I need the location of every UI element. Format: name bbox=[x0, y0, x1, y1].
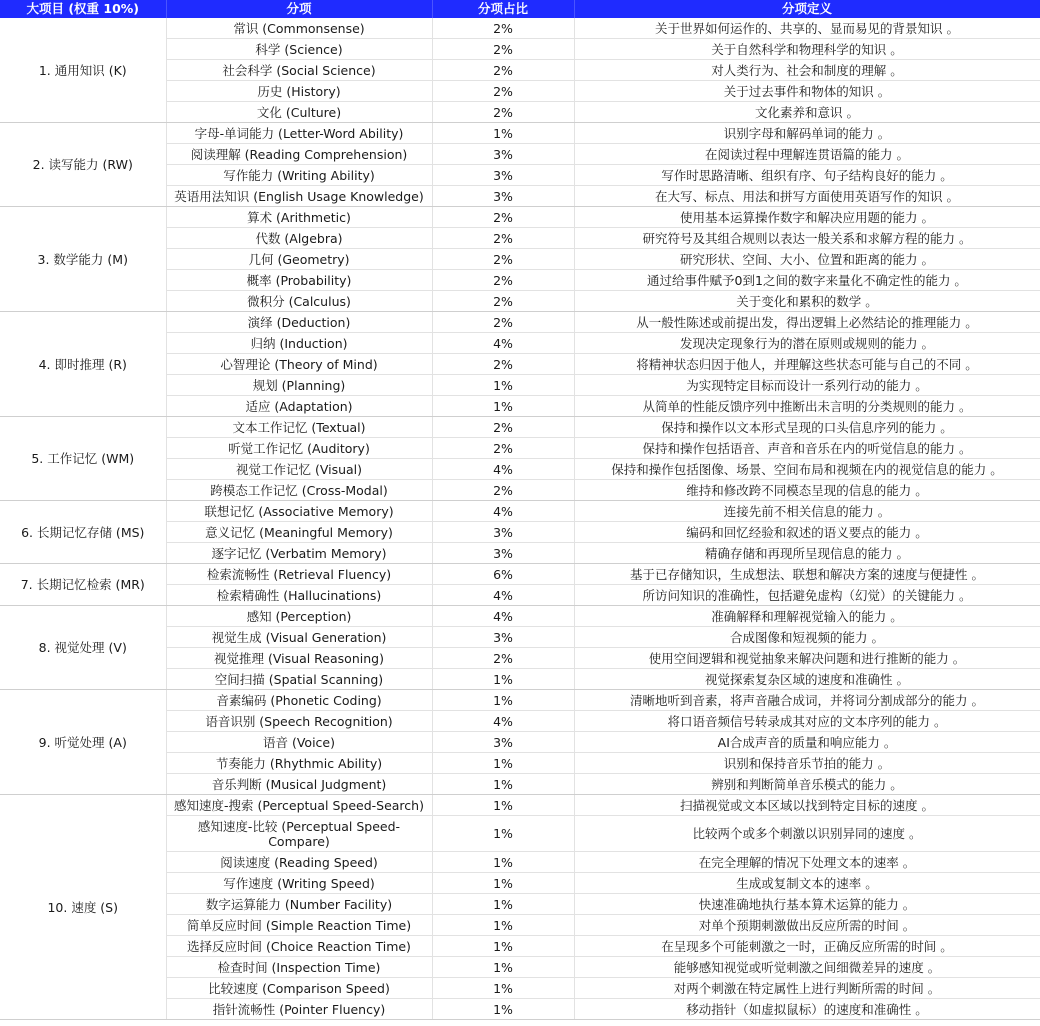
category-cell: 9. 听觉处理 (A) bbox=[0, 690, 166, 795]
subitem-cell: 社会科学 (Social Science) bbox=[166, 60, 432, 81]
subitem-cell: 视觉推理 (Visual Reasoning) bbox=[166, 648, 432, 669]
weight-cell: 1% bbox=[432, 915, 574, 936]
subitem-cell: 空间扫描 (Spatial Scanning) bbox=[166, 669, 432, 690]
definition-cell: 识别和保持音乐节拍的能力 。 bbox=[574, 753, 1040, 774]
subitem-cell: 演绎 (Deduction) bbox=[166, 312, 432, 333]
subitem-cell: 语音识别 (Speech Recognition) bbox=[166, 711, 432, 732]
subitem-cell: 阅读速度 (Reading Speed) bbox=[166, 852, 432, 873]
weight-cell: 1% bbox=[432, 669, 574, 690]
definition-cell: 使用空间逻辑和视觉抽象来解决问题和进行推断的能力 。 bbox=[574, 648, 1040, 669]
weight-cell: 4% bbox=[432, 585, 574, 606]
weight-cell: 1% bbox=[432, 774, 574, 795]
weight-cell: 1% bbox=[432, 816, 574, 852]
subitem-cell: 音乐判断 (Musical Judgment) bbox=[166, 774, 432, 795]
weight-cell: 2% bbox=[432, 312, 574, 333]
subitem-cell: 简单反应时间 (Simple Reaction Time) bbox=[166, 915, 432, 936]
weight-cell: 2% bbox=[432, 438, 574, 459]
category-cell: 5. 工作记忆 (WM) bbox=[0, 417, 166, 501]
table-row bbox=[0, 18, 1040, 39]
subitem-cell: 常识 (Commonsense) bbox=[166, 18, 432, 39]
definition-cell: 在完全理解的情况下处理文本的速率 。 bbox=[574, 852, 1040, 873]
definition-cell: 识别字母和解码单词的能力 。 bbox=[574, 123, 1040, 144]
definition-cell: 关于变化和累积的数学 。 bbox=[574, 291, 1040, 312]
definition-cell: 对人类行为、社会和制度的理解 。 bbox=[574, 60, 1040, 81]
subitem-cell: 跨模态工作记忆 (Cross-Modal) bbox=[166, 480, 432, 501]
weight-cell: 3% bbox=[432, 543, 574, 564]
subitem-cell: 写作速度 (Writing Speed) bbox=[166, 873, 432, 894]
category-cell: 6. 长期记忆存储 (MS) bbox=[0, 501, 166, 564]
subitem-cell: 归纳 (Induction) bbox=[166, 333, 432, 354]
definition-cell: 研究形状、空间、大小、位置和距离的能力 。 bbox=[574, 249, 1040, 270]
definition-cell: 在大写、标点、用法和拼写方面使用英语写作的知识 。 bbox=[574, 186, 1040, 207]
category-cell: 7. 长期记忆检索 (MR) bbox=[0, 564, 166, 606]
subitem-cell: 语音 (Voice) bbox=[166, 732, 432, 753]
subitem-cell: 概率 (Probability) bbox=[166, 270, 432, 291]
subitem-cell: 节奏能力 (Rhythmic Ability) bbox=[166, 753, 432, 774]
weight-cell: 2% bbox=[432, 81, 574, 102]
table-row bbox=[0, 123, 1040, 144]
definition-cell: 关于自然科学和物理科学的知识 。 bbox=[574, 39, 1040, 60]
definition-cell: 使用基本运算操作数字和解决应用题的能力 。 bbox=[574, 207, 1040, 228]
definition-cell: 文化素养和意识 。 bbox=[574, 102, 1040, 123]
weight-cell: 1% bbox=[432, 753, 574, 774]
subitem-cell: 感知速度-比较 (Perceptual Speed-Compare) bbox=[166, 816, 432, 852]
subitem-cell: 检索精确性 (Hallucinations) bbox=[166, 585, 432, 606]
definition-cell: 保持和操作以文本形式呈现的口头信息序列的能力 。 bbox=[574, 417, 1040, 438]
definition-cell: 编码和回忆经验和叙述的语义要点的能力 。 bbox=[574, 522, 1040, 543]
header-category: 大项目 (权重 10%) bbox=[0, 0, 166, 18]
subitem-cell: 规划 (Planning) bbox=[166, 375, 432, 396]
category-cell: 4. 即时推理 (R) bbox=[0, 312, 166, 417]
subitem-cell: 感知速度-搜索 (Perceptual Speed-Search) bbox=[166, 795, 432, 816]
subitem-cell: 听觉工作记忆 (Auditory) bbox=[166, 438, 432, 459]
definition-cell: 研究符号及其组合规则以表达一般关系和求解方程的能力 。 bbox=[574, 228, 1040, 249]
weight-cell: 1% bbox=[432, 375, 574, 396]
table-row bbox=[0, 207, 1040, 228]
table-row bbox=[0, 795, 1040, 816]
table-row bbox=[0, 417, 1040, 438]
weight-cell: 2% bbox=[432, 18, 574, 39]
weight-cell: 2% bbox=[432, 354, 574, 375]
subitem-cell: 阅读理解 (Reading Comprehension) bbox=[166, 144, 432, 165]
table-row bbox=[0, 501, 1040, 522]
weight-cell: 2% bbox=[432, 648, 574, 669]
category-cell: 2. 读写能力 (RW) bbox=[0, 123, 166, 207]
weight-cell: 4% bbox=[432, 711, 574, 732]
subitem-cell: 文化 (Culture) bbox=[166, 102, 432, 123]
table-body bbox=[0, 18, 1040, 1020]
definition-cell: 连接先前不相关信息的能力 。 bbox=[574, 501, 1040, 522]
header-row bbox=[0, 0, 1040, 18]
subitem-cell: 历史 (History) bbox=[166, 81, 432, 102]
category-cell: 8. 视觉处理 (V) bbox=[0, 606, 166, 690]
subitem-cell: 数字运算能力 (Number Facility) bbox=[166, 894, 432, 915]
definition-cell: 对两个刺激在特定属性上进行判断所需的时间 。 bbox=[574, 978, 1040, 999]
definition-cell: 能够感知视觉或听觉刺激之间细微差异的速度 。 bbox=[574, 957, 1040, 978]
header-weight: 分项占比 bbox=[432, 0, 574, 18]
definition-cell: 发现决定现象行为的潜在原则或规则的能力 。 bbox=[574, 333, 1040, 354]
definition-cell: 对单个预期刺激做出反应所需的时间 。 bbox=[574, 915, 1040, 936]
definition-cell: 将口语音频信号转录成其对应的文本序列的能力 。 bbox=[574, 711, 1040, 732]
weight-cell: 1% bbox=[432, 795, 574, 816]
weight-cell: 1% bbox=[432, 957, 574, 978]
definition-cell: 视觉探索复杂区域的速度和准确性 。 bbox=[574, 669, 1040, 690]
weight-cell: 4% bbox=[432, 606, 574, 627]
weight-cell: 2% bbox=[432, 228, 574, 249]
definition-cell: 关于世界如何运作的、共享的、显而易见的背景知识 。 bbox=[574, 18, 1040, 39]
subitem-cell: 算术 (Arithmetic) bbox=[166, 207, 432, 228]
definition-cell: AI合成声音的质量和响应能力 。 bbox=[574, 732, 1040, 753]
subitem-cell: 逐字记忆 (Verbatim Memory) bbox=[166, 543, 432, 564]
definition-cell: 扫描视觉或文本区域以找到特定目标的速度 。 bbox=[574, 795, 1040, 816]
weight-cell: 1% bbox=[432, 852, 574, 873]
weight-cell: 2% bbox=[432, 417, 574, 438]
weight-cell: 2% bbox=[432, 270, 574, 291]
definition-cell: 关于过去事件和物体的知识 。 bbox=[574, 81, 1040, 102]
definition-cell: 准确解释和理解视觉输入的能力 。 bbox=[574, 606, 1040, 627]
category-cell: 1. 通用知识 (K) bbox=[0, 18, 166, 123]
subitem-cell: 感知 (Perception) bbox=[166, 606, 432, 627]
definition-cell: 比较两个或多个刺激以识别异同的速度 。 bbox=[574, 816, 1040, 852]
weight-cell: 3% bbox=[432, 732, 574, 753]
subitem-cell: 适应 (Adaptation) bbox=[166, 396, 432, 417]
weight-cell: 3% bbox=[432, 186, 574, 207]
table-row bbox=[0, 690, 1040, 711]
definition-cell: 所访问知识的准确性，包括避免虚构（幻觉）的关键能力 。 bbox=[574, 585, 1040, 606]
weight-cell: 2% bbox=[432, 39, 574, 60]
subitem-cell: 视觉工作记忆 (Visual) bbox=[166, 459, 432, 480]
definition-cell: 在阅读过程中理解连贯语篇的能力 。 bbox=[574, 144, 1040, 165]
category-cell: 10. 速度 (S) bbox=[0, 795, 166, 1020]
header-subitem: 分项 bbox=[166, 0, 432, 18]
table-row bbox=[0, 606, 1040, 627]
subitem-cell: 检查时间 (Inspection Time) bbox=[166, 957, 432, 978]
weight-cell: 3% bbox=[432, 144, 574, 165]
subitem-cell: 比较速度 (Comparison Speed) bbox=[166, 978, 432, 999]
weight-cell: 3% bbox=[432, 522, 574, 543]
weight-cell: 2% bbox=[432, 249, 574, 270]
subitem-cell: 微积分 (Calculus) bbox=[166, 291, 432, 312]
weight-cell: 1% bbox=[432, 894, 574, 915]
definition-cell: 移动指针（如虚拟鼠标）的速度和准确性 。 bbox=[574, 999, 1040, 1020]
weight-cell: 2% bbox=[432, 60, 574, 81]
weight-cell: 3% bbox=[432, 165, 574, 186]
subitem-cell: 写作能力 (Writing Ability) bbox=[166, 165, 432, 186]
definition-cell: 从一般性陈述或前提出发，得出逻辑上必然结论的推理能力 。 bbox=[574, 312, 1040, 333]
weight-cell: 6% bbox=[432, 564, 574, 585]
weight-cell: 1% bbox=[432, 936, 574, 957]
weight-cell: 1% bbox=[432, 978, 574, 999]
weight-cell: 2% bbox=[432, 102, 574, 123]
subitem-cell: 音素编码 (Phonetic Coding) bbox=[166, 690, 432, 711]
subitem-cell: 检索流畅性 (Retrieval Fluency) bbox=[166, 564, 432, 585]
subitem-cell: 科学 (Science) bbox=[166, 39, 432, 60]
weight-cell: 2% bbox=[432, 480, 574, 501]
weight-cell: 1% bbox=[432, 873, 574, 894]
weight-cell: 1% bbox=[432, 690, 574, 711]
weight-cell: 4% bbox=[432, 459, 574, 480]
definition-cell: 维持和修改跨不同模态呈现的信息的能力 。 bbox=[574, 480, 1040, 501]
subitem-cell: 几何 (Geometry) bbox=[166, 249, 432, 270]
definition-cell: 清晰地听到音素，将声音融合成词，并将词分割成部分的能力 。 bbox=[574, 690, 1040, 711]
definition-cell: 基于已存储知识，生成想法、联想和解决方案的速度与便捷性 。 bbox=[574, 564, 1040, 585]
subitem-cell: 文本工作记忆 (Textual) bbox=[166, 417, 432, 438]
subitem-cell: 心智理论 (Theory of Mind) bbox=[166, 354, 432, 375]
table-row bbox=[0, 312, 1040, 333]
definition-cell: 将精神状态归因于他人，并理解这些状态可能与自己的不同 。 bbox=[574, 354, 1040, 375]
definition-cell: 快速准确地执行基本算术运算的能力 。 bbox=[574, 894, 1040, 915]
definition-cell: 辨别和判断简单音乐模式的能力 。 bbox=[574, 774, 1040, 795]
weight-cell: 2% bbox=[432, 207, 574, 228]
definition-cell: 通过给事件赋予0到1之间的数字来量化不确定性的能力 。 bbox=[574, 270, 1040, 291]
definition-cell: 生成或复制文本的速率 。 bbox=[574, 873, 1040, 894]
definition-cell: 为实现特定目标而设计一系列行动的能力 。 bbox=[574, 375, 1040, 396]
weight-cell: 1% bbox=[432, 123, 574, 144]
weight-cell: 2% bbox=[432, 291, 574, 312]
weight-cell: 1% bbox=[432, 396, 574, 417]
header-definition: 分项定义 bbox=[574, 0, 1040, 18]
definition-cell: 合成图像和短视频的能力 。 bbox=[574, 627, 1040, 648]
subitem-cell: 视觉生成 (Visual Generation) bbox=[166, 627, 432, 648]
definition-cell: 精确存储和再现所呈现信息的能力 。 bbox=[574, 543, 1040, 564]
definition-cell: 保持和操作包括语音、声音和音乐在内的听觉信息的能力 。 bbox=[574, 438, 1040, 459]
definition-cell: 写作时思路清晰、组织有序、句子结构良好的能力 。 bbox=[574, 165, 1040, 186]
subitem-cell: 英语用法知识 (English Usage Knowledge) bbox=[166, 186, 432, 207]
subitem-cell: 字母-单词能力 (Letter-Word Ability) bbox=[166, 123, 432, 144]
definition-cell: 从简单的性能反馈序列中推断出未言明的分类规则的能力 。 bbox=[574, 396, 1040, 417]
definition-cell: 保持和操作包括图像、场景、空间布局和视频在内的视觉信息的能力 。 bbox=[574, 459, 1040, 480]
subitem-cell: 代数 (Algebra) bbox=[166, 228, 432, 249]
category-cell: 3. 数学能力 (M) bbox=[0, 207, 166, 312]
subitem-cell: 意义记忆 (Meaningful Memory) bbox=[166, 522, 432, 543]
weight-cell: 1% bbox=[432, 999, 574, 1020]
table-row bbox=[0, 564, 1040, 585]
weight-cell: 3% bbox=[432, 627, 574, 648]
definition-cell: 在呈现多个可能刺激之一时，正确反应所需的时间 。 bbox=[574, 936, 1040, 957]
subitem-cell: 指针流畅性 (Pointer Fluency) bbox=[166, 999, 432, 1020]
weight-cell: 4% bbox=[432, 501, 574, 522]
subitem-cell: 联想记忆 (Associative Memory) bbox=[166, 501, 432, 522]
subitem-cell: 选择反应时间 (Choice Reaction Time) bbox=[166, 936, 432, 957]
weight-cell: 4% bbox=[432, 333, 574, 354]
